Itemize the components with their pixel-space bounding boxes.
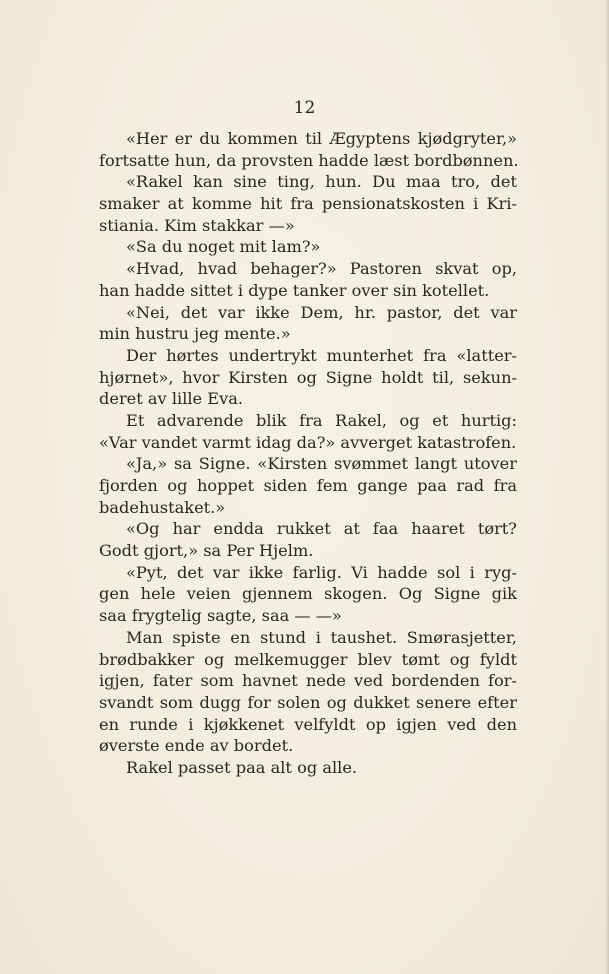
text-line: gen hele veien gjennem skogen. Og Signe gik [99, 584, 517, 604]
text-line: øverste ende av bordet. [99, 736, 294, 756]
text-line: fortsatte hun, da provsten hadde læst bordbønnen. [99, 150, 519, 170]
body-text [99, 128, 517, 779]
text-line: «Var vandet varmt idag da?» avverget katastrofen. [99, 432, 517, 452]
text-line: «Og har endda rukket at faa haaret tørt? [126, 519, 517, 539]
text-line: Godt gjort,» sa Per Hjelm. [99, 541, 314, 561]
text-line: igjen, fater som havnet nede ved bordenden for- [99, 671, 517, 691]
page-edge-shadow [605, 0, 609, 974]
text-line: deret av lille Eva. [99, 389, 244, 409]
text-line: «Her er du kommen til Ægyptens kjødgryter,» [126, 129, 517, 148]
text-line: Man spiste en stund i taushet. Smørasjetter, [126, 627, 517, 647]
text-line: fjorden og hoppet siden fem gange paa rad fra [99, 476, 517, 495]
text-line: han hadde sittet i dype tanker over sin kotellet. [99, 280, 490, 300]
text-line: Der hørtes undertrykt munterhet fra «latter- [126, 345, 517, 365]
text-line: brødbakker og melkemugger blev tømt og fyldt [99, 649, 517, 669]
text-line: «Nei, det var ikke Dem, hr. pastor, det var [126, 302, 517, 322]
text-line: «Sa du noget mit lam?» [126, 237, 321, 257]
text-line: «Ja,» sa Signe. «Kirsten svømmet langt utover [126, 454, 517, 474]
text-line: stiania. Kim stakkar —» [99, 215, 295, 235]
text-line: Rakel passet paa alt og alle. [126, 757, 358, 777]
text-line: smaker at komme hit fra pensionatskosten i Kri- [99, 194, 517, 214]
text-line: en runde i kjøkkenet velfyldt op igjen ved den [99, 714, 517, 734]
text-line: badehustaket.» [99, 497, 226, 517]
text-line: «Pyt, det var ikke farlig. Vi hadde sol i ryg- [126, 562, 517, 582]
text-line: min hustru jeg mente.» [99, 324, 291, 344]
page-number: 12 [293, 98, 316, 118]
text-line: svandt som dugg for solen og dukket senere efter [99, 692, 517, 712]
text-line: saa frygtelig sagte, saa — —» [99, 606, 342, 626]
text-line: «Rakel kan sine ting, hun. Du maa tro, det [126, 172, 517, 192]
text-line: «Hvad, hvad behager?» Pastoren skvat op, [126, 259, 517, 279]
text-line: hjørnet», hvor Kirsten og Signe holdt til, sekun- [99, 367, 517, 387]
text-line: Et advarende blik fra Rakel, og et hurtig: [126, 410, 517, 430]
